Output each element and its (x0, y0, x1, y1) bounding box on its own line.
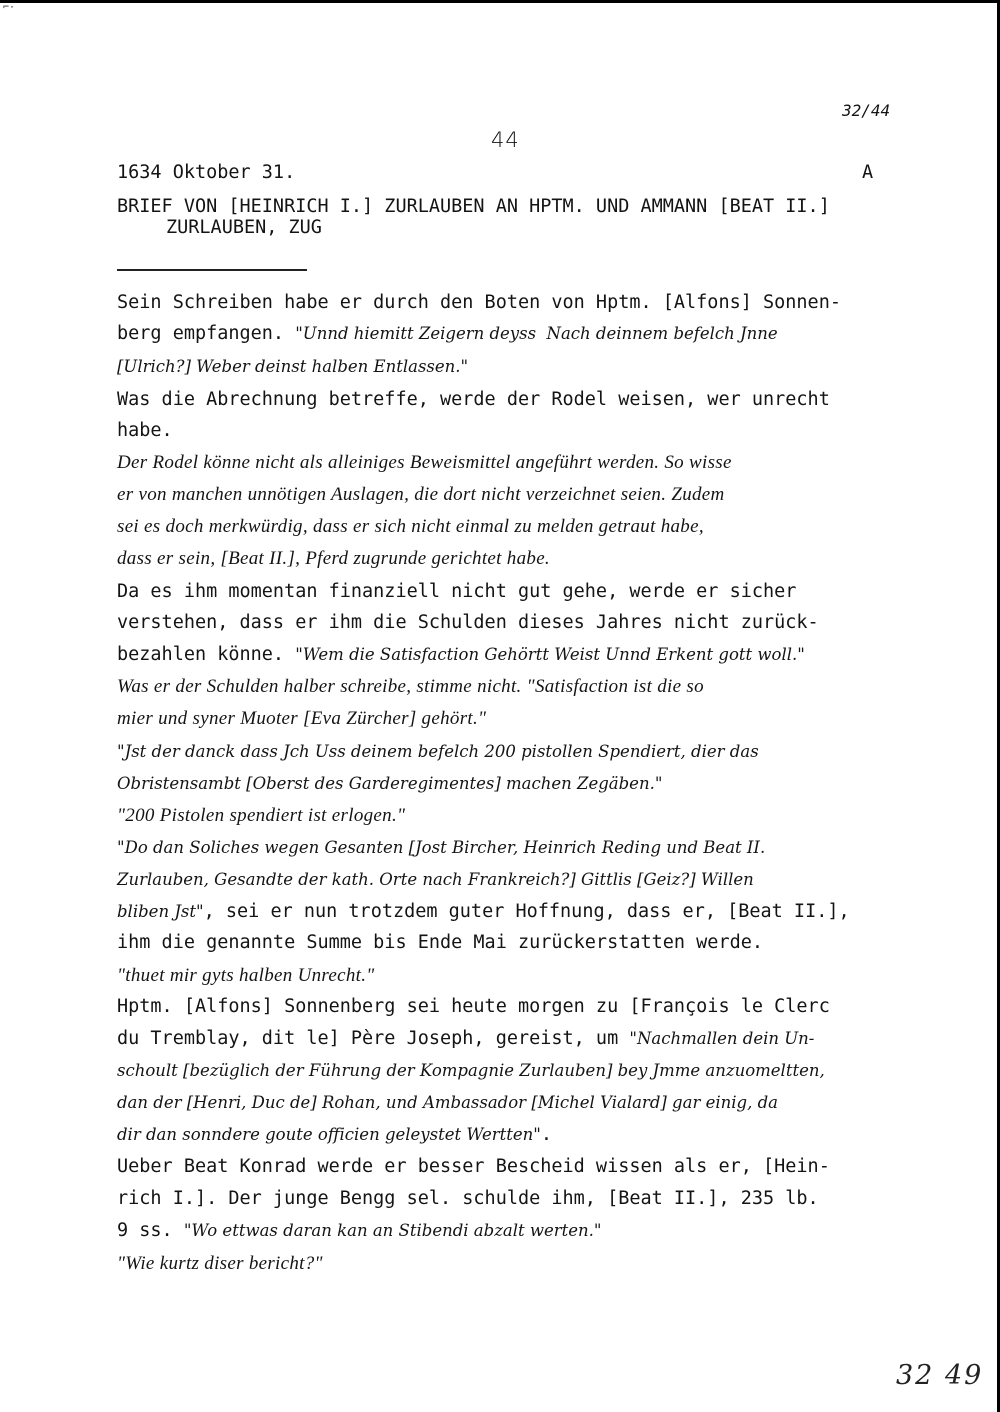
page-number: 44 (491, 128, 520, 152)
corner-mark: ⌐· (3, 2, 16, 13)
text-line (117, 927, 763, 958)
text-line (117, 384, 830, 415)
text-line (117, 639, 805, 670)
text-line (117, 800, 405, 831)
commentary-text: er von manchen unnötigen Auslagen, die dort nicht verzeichnet seien. Zudem (117, 484, 725, 505)
quoted-text: dir dan sonndere goute officien geleystet Wertten" (117, 1125, 541, 1144)
quoted-text: "Wo ettwas daran kan an Stibendi abzalt werten." (183, 1221, 602, 1240)
handwritten-page-mark: 32 49 (896, 1360, 984, 1391)
quoted-text: "Jst der danck dass Jch Uss deinem befelch 200 pistollen Spendiert, dier das (117, 742, 759, 761)
summary-text: verstehen, dass er ihm die Schulden dieses Jahres nicht zurück- (117, 612, 819, 633)
summary-text: habe. (117, 420, 173, 441)
page-reference: 32/44 (842, 101, 891, 120)
text-line (117, 1215, 602, 1246)
text-line (117, 1151, 830, 1182)
quoted-text: schoult [bezüglich der Führung der Kompagnie Zurlauben] bey Jmme anzuomeltten, (117, 1061, 825, 1080)
quoted-text: dan der [Henri, Duc de] Rohan, und Ambassador [Michel Vialard] gar einig, da (117, 1093, 778, 1112)
summary-text: bezahlen könne. (117, 644, 296, 665)
text-line (117, 1119, 552, 1150)
text-line (117, 768, 662, 799)
classification-letter: A (862, 162, 874, 183)
text-line (117, 511, 704, 542)
summary-text: 9 ss. (117, 1220, 184, 1241)
commentary-text: "thuet mir gyts halben Unrecht." (117, 965, 375, 986)
summary-text: Was die Abrechnung betreffe, werde der Rodel weisen, wer unrecht (117, 389, 830, 410)
text-line (117, 576, 796, 607)
text-line (117, 1023, 814, 1054)
text-line (117, 832, 765, 863)
document-date: 1634 Oktober 31. (117, 162, 296, 183)
text-line (117, 287, 841, 318)
quoted-text: [Ulrich?] Weber deinst halben Entlassen." (117, 357, 469, 376)
text-line (117, 543, 550, 574)
text-line (117, 1248, 323, 1279)
summary-text: rich I.]. Der junge Bengg sel. schulde ihm, [Beat II.], 235 lb. (117, 1188, 819, 1209)
commentary-text: "Wie kurtz diser bericht?" (117, 1253, 323, 1274)
summary-text: Hptm. [Alfons] Sonnenberg sei heute morgen zu [François le Clerc (117, 996, 830, 1017)
quoted-text: Zurlauben, Gesandte der kath. Orte nach Frankreich?] Gittlis [Geiz?] Willen (117, 870, 754, 889)
summary-text: Da es ihm momentan finanziell nicht gut gehe, werde er sicher (117, 581, 797, 602)
text-line (117, 1055, 825, 1086)
text-line (117, 991, 830, 1022)
quoted-text: "Unnd hiemitt Zeigern deyss Nach deinnem befelch Jnne (295, 324, 778, 343)
commentary-text: sei es doch merkwürdig, dass er sich nicht einmal zu melden getraut habe, (117, 516, 704, 537)
commentary-text: Was er der Schulden halber schreibe, stimme nicht. "Satisfaction ist die so (117, 676, 704, 697)
page-border-top (0, 0, 1000, 3)
text-line (117, 607, 819, 638)
summary-text: Sein Schreiben habe er durch den Boten von Hptm. [Alfons] Sonnen- (117, 292, 841, 313)
summary-text: du Tremblay, dit le] Père Joseph, gereist, um (117, 1028, 630, 1049)
text-line (117, 318, 778, 349)
summary-text: , sei er nun trotzdem guter Hoffnung, dass er, [Beat II.], (203, 901, 850, 922)
text-line (117, 1087, 778, 1118)
text-line (117, 864, 754, 895)
text-line (117, 960, 375, 991)
quoted-text: "Do dan Soliches wegen Gesanten [Jost Bircher, Heinrich Reding und Beat II. (117, 838, 766, 857)
summary-text: ihm die genannte Summe bis Ende Mai zurückerstatten werde. (117, 932, 764, 953)
commentary-text: mier und syner Muoter [Eva Zürcher] gehört." (117, 708, 487, 729)
commentary-text: Der Rodel könne nicht als alleiniges Beweismittel angeführt werden. So wisse (117, 452, 732, 473)
document-title-line-2: ZURLAUBEN, ZUG (166, 217, 322, 238)
text-line (117, 351, 468, 382)
commentary-text: dass er sein, [Beat II.], Pferd zugrunde gerichtet habe. (117, 548, 550, 569)
summary-text: . (540, 1124, 553, 1145)
quoted-text: bliben Jst" (117, 902, 204, 921)
commentary-text: "200 Pistolen spendiert ist erlogen." (117, 805, 406, 826)
summary-text: berg empfangen. (117, 323, 296, 344)
text-line (117, 447, 732, 478)
text-line (117, 703, 486, 734)
text-line (117, 1183, 819, 1214)
quoted-text: Obristensambt [Oberst des Garderegimentes] machen Zegäben." (117, 774, 663, 793)
title-separator-rule (117, 269, 307, 271)
document-title-line-1: BRIEF VON [HEINRICH I.] ZURLAUBEN AN HPTM. UND AMMANN [BEAT II.] (117, 196, 830, 217)
text-line (117, 896, 850, 927)
quoted-text: "Nachmallen dein Un- (629, 1029, 815, 1048)
summary-text: Ueber Beat Konrad werde er besser Bescheid wissen als er, [Hein- (117, 1156, 830, 1177)
text-line (117, 479, 725, 510)
quoted-text: "Wem die Satisfaction Gehörtt Weist Unnd Erkent gott woll." (295, 645, 805, 664)
text-line (117, 736, 759, 767)
text-line (117, 671, 704, 702)
text-line (117, 415, 173, 446)
